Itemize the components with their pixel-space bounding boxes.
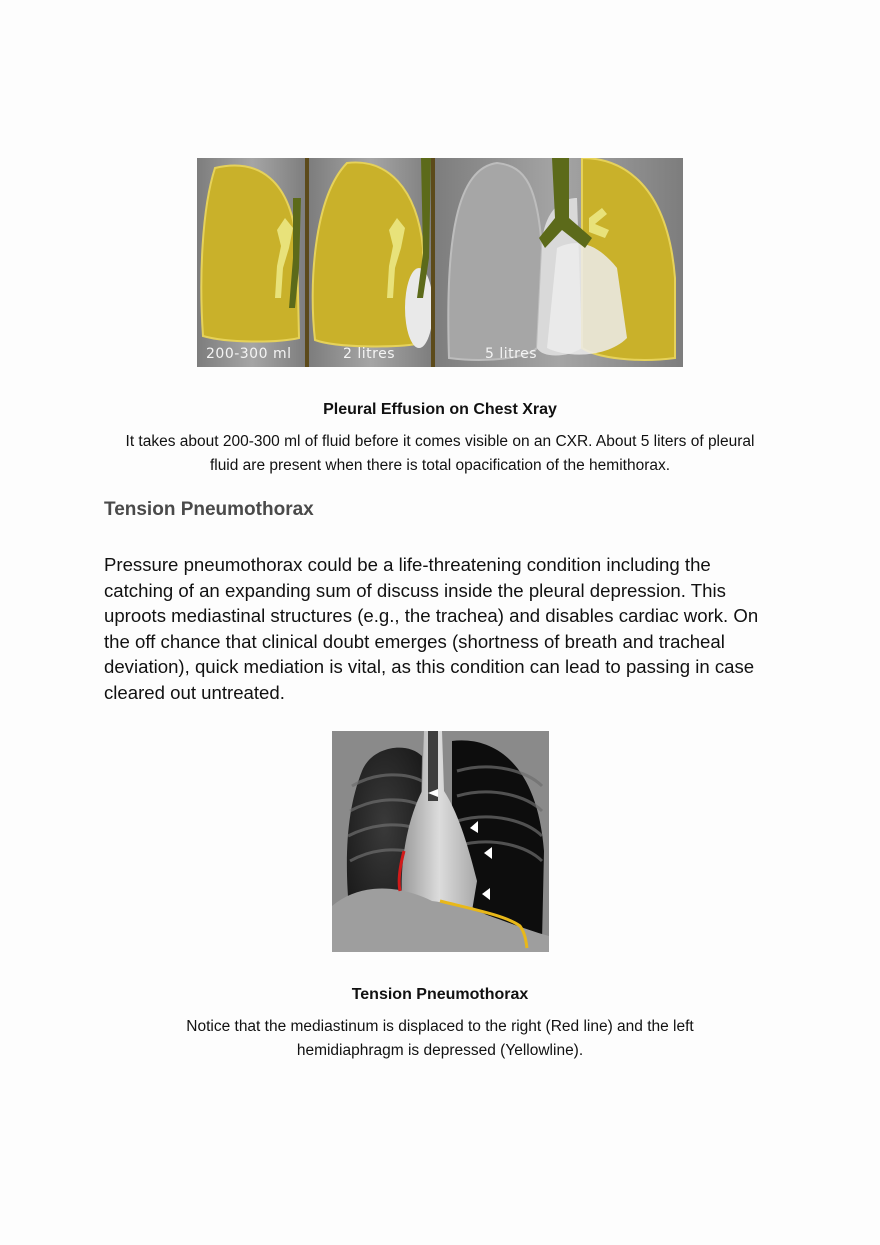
effusion-panel-3 xyxy=(435,158,683,367)
figure1-caption-text: It takes about 200-300 ml of fluid before it comes visible on an CXR. About 5 liters of pleural fluid are present when there is total opacification of the hemithorax. xyxy=(125,433,755,474)
section-heading: Tension Pneumothorax xyxy=(104,499,314,520)
panel-label-3: 5 litres xyxy=(485,346,537,362)
chest-xray-figure xyxy=(332,731,549,952)
effusion-panel-2 xyxy=(309,158,435,367)
figure1-caption-title: Pleural Effusion on Chest Xray xyxy=(323,401,557,418)
panel-label-1: 200-300 ml xyxy=(206,346,292,362)
panel-label-2: 2 litres xyxy=(343,346,395,362)
figure2-caption-text: Notice that the mediastinum is displaced to the right (Red line) and the left hemidiaphragm is depressed (Yellowline). xyxy=(186,1018,694,1059)
effusion-panel-1 xyxy=(197,158,309,367)
pleural-effusion-illustration xyxy=(197,158,683,367)
chest-xray-image xyxy=(332,731,549,952)
body-paragraph: Pressure pneumothorax could be a life-threatening condition including the catching of an expanding sum of discuss inside the pleural depression. This uproots mediastinal structures (e.g., the trachea) and disables cardiac work. On the off chance that clinical doubt emerges (shortness of breath and tracheal deviation), quick mediation is vital, as this condition can lead to passing in case cleared out untreated. xyxy=(104,554,759,703)
figure2-caption-title: Tension Pneumothorax xyxy=(351,986,529,1003)
pleural-effusion-figure xyxy=(197,158,683,367)
